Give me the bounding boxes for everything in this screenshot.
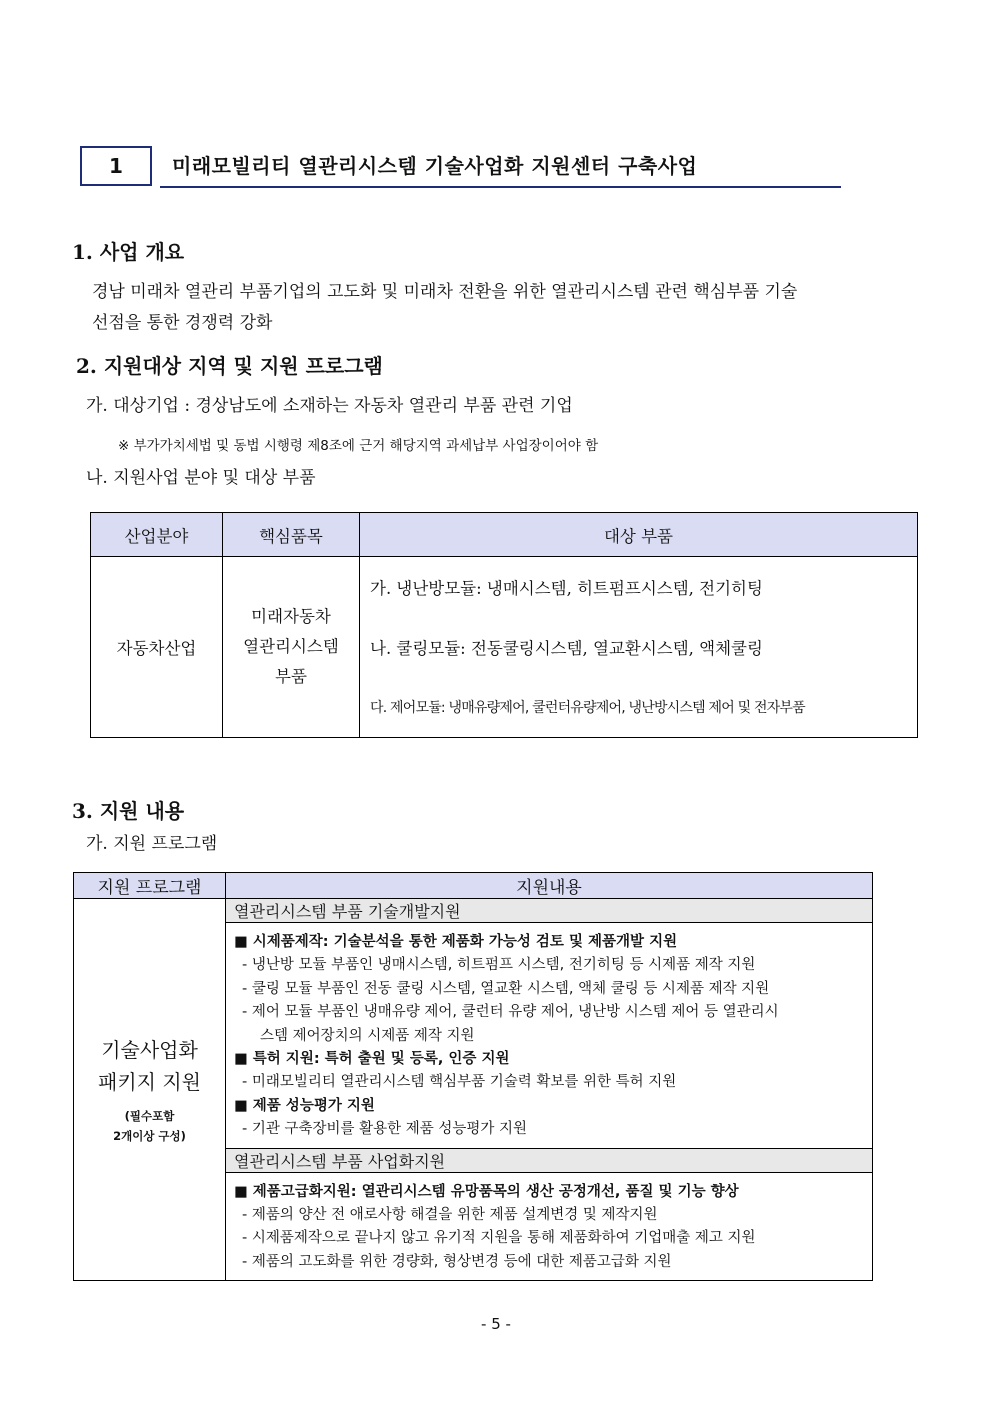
program-cell <box>74 899 226 1281</box>
section2-item-b: 나. 지원사업 분야 및 대상 부품 <box>86 468 316 488</box>
section1-body-line2: 선점을 통한 경쟁력 강화 <box>92 313 273 333</box>
parts-item: 나. 쿨링모듈: 전동쿨링시스템, 열교환시스템, 액체쿨링 <box>370 639 763 658</box>
parts-item: 가. 냉난방모듈: 냉매시스템, 히트펌프시스템, 전기히팅 <box>370 579 763 598</box>
table-header-row <box>91 513 918 557</box>
page-number: - 5 - <box>481 1315 511 1333</box>
list-item: ■ 특허 지원: 특허 출원 및 등록, 인증 지원 <box>234 1051 510 1068</box>
core-item-line: 미래자동차 <box>251 607 331 626</box>
section2-note: ※ 부가가치세법 및 동법 시행령 제8조에 근거 해당지역 과세납부 사업장이어야 함 <box>118 438 599 454</box>
header-program: 지원 프로그램 <box>74 873 226 899</box>
list-item: - 제품의 고도화를 위한 경량화, 형상변경 등에 대한 제품고급화 지원 <box>242 1253 672 1270</box>
table-row <box>74 899 873 923</box>
program-name-line: 패키지 지원 <box>98 1069 201 1094</box>
section1-body-line1: 경남 미래차 열관리 부품기업의 고도화 및 미래차 전환을 위한 열관리시스템 관련 핵심부품 기술 <box>92 282 798 302</box>
support-program-table <box>73 872 873 1281</box>
core-item-cell <box>223 557 360 738</box>
program-name-line: 기술사업화 <box>101 1037 198 1062</box>
section1-heading: 1. 사업 개요 <box>72 240 185 264</box>
list-item: - 제어 모듈 부품인 냉매유량 제어, 쿨런터 유량 제어, 냉난방 시스템 제어 등 열관리시 <box>242 1004 779 1021</box>
list-item: - 미래모빌리티 열관리시스템 핵심부품 기술력 확보를 위한 특허 지원 <box>242 1074 677 1091</box>
list-item: ■ 제품고급화지원: 열관리시스템 유망품목의 생산 공정개선, 품질 및 기능 향상 <box>234 1183 739 1200</box>
section3-heading: 3. 지원 내용 <box>72 799 185 823</box>
table-row <box>91 557 918 738</box>
list-item: - 냉난방 모듈 부품인 냉매시스템, 히트펌프 시스템, 전기히팅 등 시제품 제작 지원 <box>242 957 756 974</box>
block1-content <box>226 923 873 1149</box>
list-item: 스템 제어장치의 시제품 제작 지원 <box>260 1027 475 1044</box>
table-header-row <box>74 873 873 899</box>
target-parts-table <box>90 512 918 738</box>
title-underline <box>160 186 841 188</box>
list-item: ■ 시제품제작: 기술분석을 통한 제품화 가능성 검토 및 제품개발 지원 <box>234 934 678 950</box>
section3-item-a: 가. 지원 프로그램 <box>86 834 218 854</box>
list-item: ■ 제품 성능평가 지원 <box>234 1097 375 1114</box>
list-item: - 쿨링 모듈 부품인 전동 쿨링 시스템, 열교환 시스템, 액체 쿨링 등 시제품 제작 지원 <box>242 980 770 997</box>
block2-title: 열관리시스템 부품 사업화지원 <box>226 1148 873 1172</box>
program-note-line: 2개이상 구성) <box>113 1128 186 1143</box>
list-item: - 제품의 양산 전 애로사항 해결을 위한 제품 설계변경 및 제작지원 <box>242 1207 658 1224</box>
list-item: - 기관 구축장비를 활용한 제품 성능평가 지원 <box>242 1121 528 1138</box>
block1-title: 열관리시스템 부품 기술개발지원 <box>226 899 873 923</box>
program-note-line: (필수포함 <box>124 1108 175 1123</box>
section2-heading: 2. 지원대상 지역 및 지원 프로그램 <box>76 354 383 378</box>
document-title: 미래모빌리티 열관리시스템 기술사업화 지원센터 구축사업 <box>172 154 698 178</box>
header-core-item: 핵심품목 <box>223 513 360 557</box>
header-industry: 산업분야 <box>91 513 223 557</box>
header-target-parts: 대상 부품 <box>360 513 918 557</box>
core-item-line: 부품 <box>275 667 307 686</box>
parts-item: 다. 제어모듈: 냉매유량제어, 쿨런터유량제어, 냉난방시스템 제어 및 전자부품 <box>370 700 805 716</box>
section-number: 1 <box>109 154 123 178</box>
block2-content <box>226 1172 873 1281</box>
header-content: 지원내용 <box>226 873 873 899</box>
core-item-line: 열관리시스템 <box>243 637 339 656</box>
industry-cell: 자동차산업 <box>91 557 223 738</box>
list-item: - 시제품제작으로 끝나지 않고 유기적 지원을 통해 제품화하여 기업매출 제고 지원 <box>242 1230 756 1247</box>
section2-item-a: 가. 대상기업 : 경상남도에 소재하는 자동차 열관리 부품 관련 기업 <box>86 396 573 416</box>
section-number-box <box>80 146 152 186</box>
target-parts-cell <box>360 557 918 738</box>
